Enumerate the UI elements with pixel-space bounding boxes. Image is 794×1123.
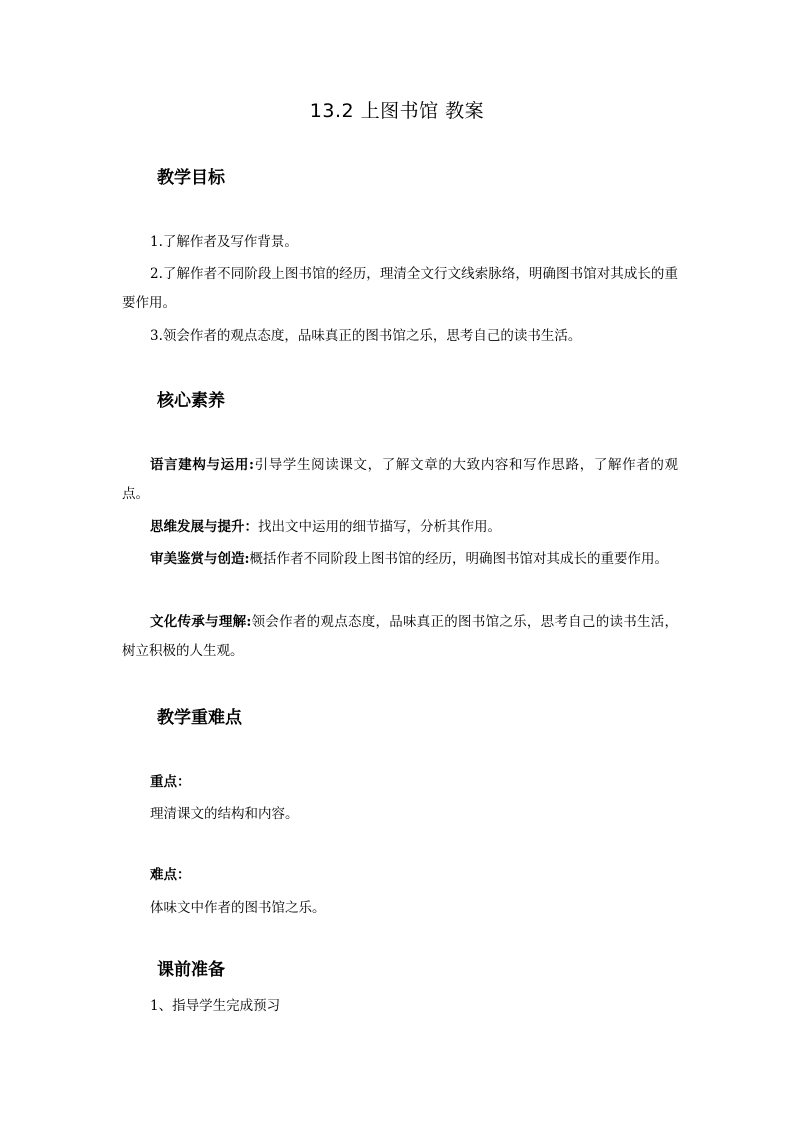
literacy-item-aesthetic [122,545,678,574]
difficulty-text: 体味文中作者的图书馆之乐。 [150,900,326,916]
literacy-item-thinking-lead: 思维发展与提升： [150,519,258,535]
focus-text: 理清课文的结构和内容。 [150,806,299,822]
literacy-item-culture-lead: 文化传承与理解: [150,614,252,630]
focus-label: 重点： [150,774,191,790]
literacy-item-language-text: 引导学生阅读课文，了解文章的大致内容和写作思路，了解作者的观点。 [122,457,679,502]
objectives-heading: 教学目标 [157,168,225,188]
literacy-item-culture-text: 领会作者的观点态度，品味真正的图书馆之乐，思考自己的读书生活，树立积极的人生观。 [122,614,679,659]
key-points-heading: 教学重难点 [157,708,242,728]
literacy-item-thinking [122,513,678,542]
literacy-item-language [122,451,678,509]
objective-item-2: 2.了解作者不同阶段上图书馆的经历，理清全文行文线索脉络，明确图书馆对其成长的重要作用。 [122,266,678,311]
objective-item-1: 1.了解作者及写作背景。 [150,234,298,250]
literacy-item-thinking-text: 找出文中运用的细节描写，分析其作用。 [258,519,501,535]
literacy-item-culture [122,608,678,666]
objective-item-3: 3.领会作者的观点态度，品味真正的图书馆之乐，思考自己的读书生活。 [150,328,582,344]
literacy-heading: 核心素养 [157,391,225,411]
preparation-item-1: 1、指导学生完成预习 [150,998,281,1014]
difficulty-label: 难点： [150,867,191,883]
document-title: 13.2 上图书馆 教案 [309,100,485,122]
literacy-item-aesthetic-lead: 审美鉴赏与创造: [150,551,250,567]
preparation-heading: 课前准备 [157,960,225,980]
literacy-item-aesthetic-text: 概括作者不同阶段上图书馆的经历，明确图书馆对其成长的重要作用。 [249,551,668,567]
literacy-item-language-lead: 语言建构与运用: [150,457,254,473]
